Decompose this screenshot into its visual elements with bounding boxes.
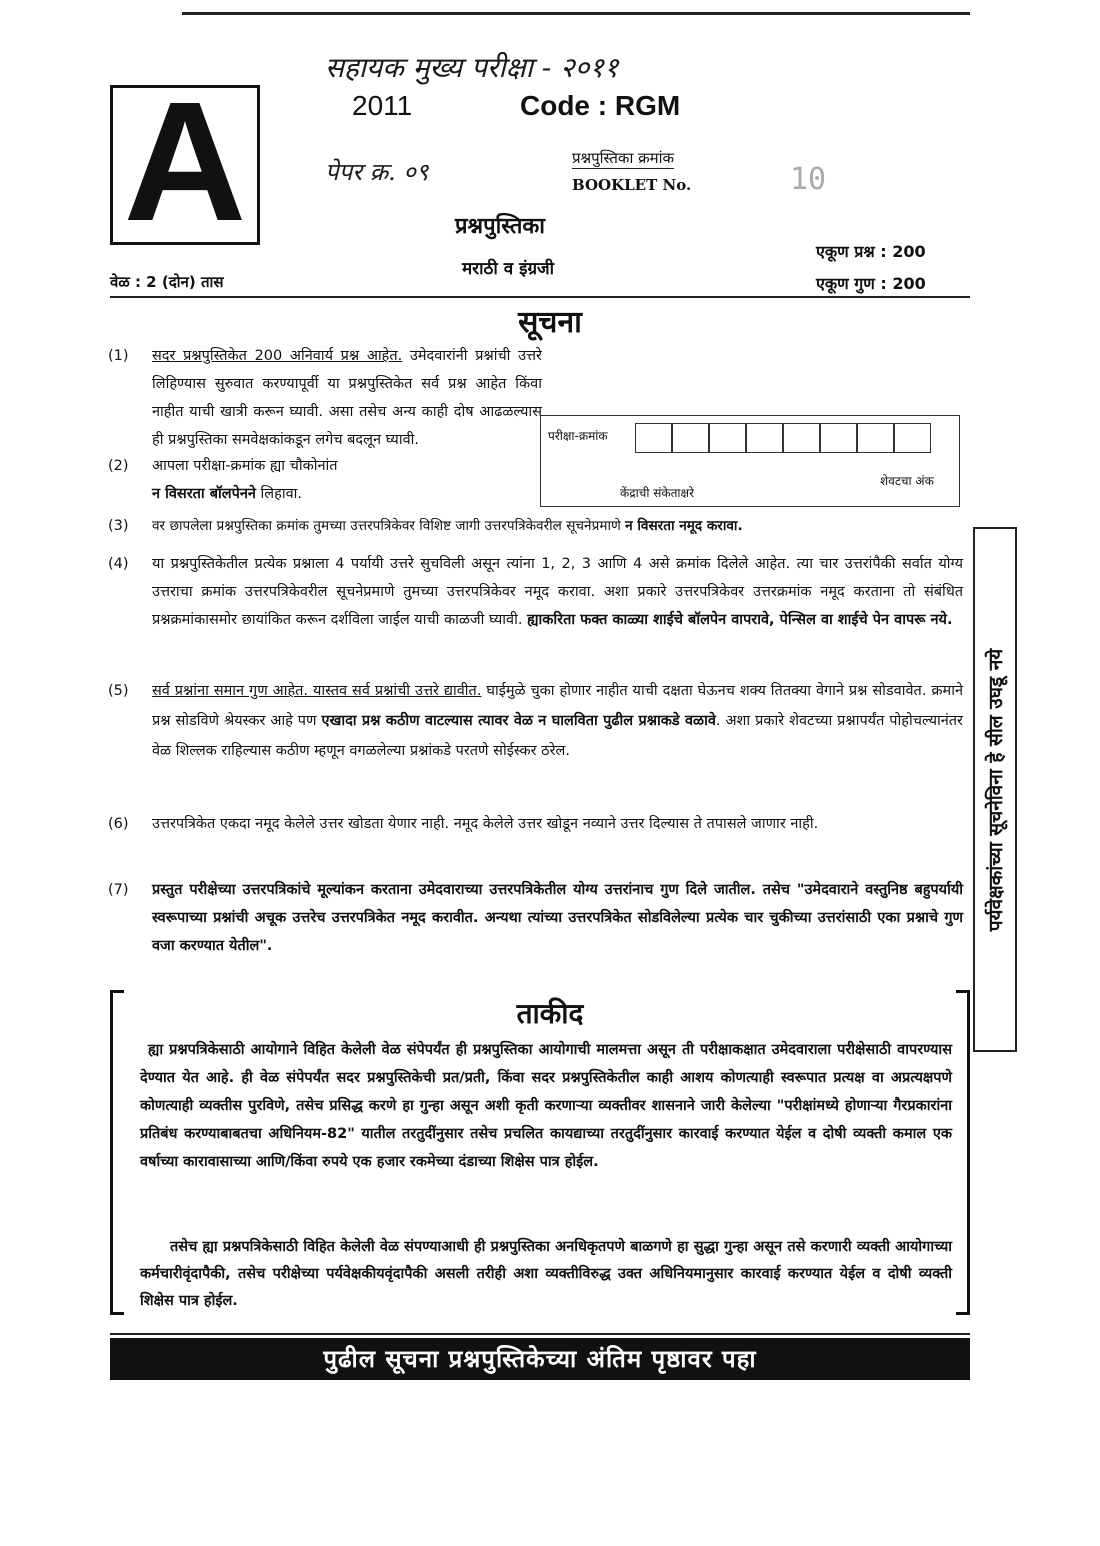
set-letter: A — [123, 67, 247, 257]
roll-cell[interactable] — [635, 423, 672, 453]
booklet-number: 10 — [790, 162, 827, 197]
item-text: उमेदवारांनी प्रश्नांची उत्तरे लिहिण्यास सुरुवात करण्यापूर्वी या प्रश्नपुस्तिकेत सर्व प्रश्न आहेत किंवा नाहीत याची खात्री करून घ्यावी. असा तसेच अन्य काही दोष आढळल्यास ही प्रश्नपुस्तिका समवेक्षकांकडून लगेच बदलून घ्यावी. — [152, 348, 542, 448]
item-bold: न विसरता नमूद करावा. — [625, 518, 743, 534]
item-number: (7) — [108, 882, 129, 898]
instruction-item-4 — [108, 550, 963, 634]
item-text: आपला परीक्षा-क्रमांक ह्या चौकोनांत — [152, 458, 338, 474]
roll-cell[interactable] — [857, 423, 894, 453]
warning-bracket-right — [956, 990, 970, 1315]
instruction-item-5 — [108, 676, 963, 766]
booklet-label-en: BOOKLET No. — [572, 176, 692, 194]
item-number: (6) — [108, 816, 129, 832]
instruction-item-6 — [108, 810, 963, 838]
seal-warning-strip — [973, 527, 1017, 1052]
footer-note: पुढील सूचना प्रश्नपुस्तिकेच्या अंतिम पृष्ठावर पहा — [110, 1338, 970, 1380]
handwritten-exam-title: सहायक मुख्य परीक्षा - २०११ — [325, 51, 619, 84]
item-tail: . अशा प्रकारे शेवटच्या प्रश्नापर्यंत पोहोचल्यानंतर वेळ शिल्लक राहिल्यास कठीण म्हणून वगळलेल्या प्रश्नांकडे परतणे सोईस्कर ठरेल. — [152, 713, 963, 759]
item-text: वर छापलेला प्रश्नपुस्तिका क्रमांक तुमच्या उत्तरपत्रिकेवर विशिष्ट जागी उत्तरपत्रिकेवरील सूचनेप्रमाणे — [152, 518, 626, 534]
item-number: (3) — [108, 518, 129, 534]
item-text: उत्तरपत्रिकेत एकदा नमूद केलेले उत्तर खोडता येणार नाही. नमूद केलेले उत्तर खोडून नव्याने उत्तर दिल्यास ते तपासले जाणार नाही. — [152, 816, 819, 832]
item-number: (2) — [108, 458, 129, 474]
item-bold: प्रस्तुत परीक्षेच्या उत्तरपत्रिकांचे मूल्यांकन करताना उमेदवाराच्या उत्तरपत्रिकेतील योग्य उत्तरांनाच गुण दिले जातील. तसेच "उमेदवाराने वस्तुनिष्ठ बहुपर्यायी स्वरूपाच्या प्रश्नांची अचूक उत्तरेच उत्तरपत्रिकेत नमूद करावीत. अन्यथा त्यांच्या उत्तरपत्रिकेत सोडविलेल्या प्रत्येक चार चुकीच्या उत्तरांसाठी एका प्रश्नाचे गुण वजा करण्यात येतील". — [152, 882, 963, 954]
total-marks: एकूण गुण : 200 — [816, 274, 926, 293]
header-divider — [110, 296, 970, 298]
total-questions: एकूण प्रश्न : 200 — [816, 242, 926, 261]
booklet-label-mr: प्रश्नपुस्तिका क्रमांक — [572, 149, 674, 167]
item-bold: ह्याकरिता फक्त काळ्या शाईचे बॉलपेन वापरावे, पेन्सिल वा शाईचे पेन वापरू नये. — [527, 612, 953, 628]
seal-warning-text: पर्यवेक्षकांच्या सूचनेविना हे सील उघडू नये — [985, 648, 1007, 931]
roll-cell[interactable] — [783, 423, 820, 453]
item-text: घाईमुळे चुका होणार नाहीत याची दक्षता घेऊनच शक्य तितक्या वेगाने प्रश्न सोडवावेत. क्रमाने प्रश्न सोडविणे श्रेयस्कर आहे पण — [152, 683, 963, 729]
handwritten-paper-no: पेपर क्र. ०९ — [325, 158, 429, 186]
item-number: (5) — [108, 683, 129, 699]
instructions-heading: सूचना — [518, 305, 582, 340]
roll-last-label: शेवटचा अंक — [880, 474, 934, 488]
roll-cell[interactable] — [672, 423, 709, 453]
warning-para-1: ह्या प्रश्नपत्रिकेसाठी आयोगाने विहित केलेली वेळ संपेपर्यंत ही प्रश्नपुस्तिका आयोगाची मालमत्ता असून ती परीक्षाकक्षात उमेदवाराला परीक्षेसाठी वापरण्यास देण्यात येत आहे. ही वेळ संपेपर्यंत सदर प्रश्नपुस्तिकेची प्रत/प्रती, किंवा सदर प्रश्नपुस्तिकेतील काही आशय कोणत्याही स्वरूपात प्रत्यक्ष वा अप्रत्यक्षपणे कोणत्याही व्यक्तीस पुरविणे, तसेच प्रसिद्ध करणे हा गुन्हा असून अशी कृती करणाऱ्या व्यक्तीवर शासनाने जारी केलेल्या "परीक्षांमध्ये होणाऱ्या गैरप्रकारांना प्रतिबंध करण्याबाबतचा अधिनियम-82" यातील तरतुदींनुसार तसेच प्रचलित कायद्याच्या तरतुदींनुसार कारवाई करण्यात येईल व दोषी व्यक्ती कमाल एक वर्षाच्या कारावासाच्या आणि/किंवा रुपये एक हजार रकमेच्या दंडाच्या शिक्षेस पात्र होईल. — [140, 1042, 952, 1170]
booklet-title: प्रश्नपुस्तिका — [455, 214, 545, 239]
item-bold: एखादा प्रश्न कठीण वाटल्यास त्यावर वेळ न घालविता पुढील प्रश्नाकडे वळावे — [321, 713, 716, 729]
roll-center-label: केंद्राची संकेताक्षरे — [620, 486, 695, 500]
roll-cell[interactable] — [709, 423, 746, 453]
roll-cell[interactable] — [894, 423, 931, 453]
item-lead: सर्व प्रश्नांना समान गुण आहेत. यास्तव सर्व प्रश्नांची उत्तरे द्यावीत. — [152, 683, 482, 699]
item-number: (4) — [108, 556, 129, 572]
item-text: या प्रश्नपुस्तिकेतील प्रत्येक प्रश्नाला 4 पर्यायी उत्तरे सुचविली असून त्यांना 1, 2, 3 आणि 4 असे क्रमांक दिलेले आहेत. त्या चार उत्तरांपैकी सर्वात योग्य उत्तराचा क्रमांक उत्तरपत्रिकेवरील सूचनेप्रमाणे तुमच्या उत्तरपत्रिकेवर नमूद करावा. अशा प्रकारे उत्तरपत्रिकेवर उत्तरक्रमांक नमूद करताना तो संबंधित प्रश्नक्रमांकासमोर छायांकित करून दर्शविला जाईल याची काळजी घ्यावी. — [152, 556, 963, 628]
item-number: (1) — [108, 348, 129, 364]
exam-year: 2011 — [352, 90, 413, 121]
instruction-item-7 — [108, 876, 963, 960]
booklet-languages: मराठी व इंग्रजी — [462, 259, 555, 279]
exam-code: Code : RGM — [520, 90, 681, 121]
roll-number-label: परीक्षा-क्रमांक — [548, 429, 608, 443]
roll-cell[interactable] — [820, 423, 857, 453]
instruction-item-3 — [108, 512, 970, 540]
exam-time: वेळ : 2 (दोन) तास — [110, 273, 224, 291]
footer-rule — [110, 1333, 970, 1335]
item-bold: न विसरता बॉलपेनने — [152, 486, 256, 502]
top-rule — [182, 12, 970, 15]
warning-heading: ताकीद — [516, 997, 584, 1030]
instruction-item-2 — [108, 452, 528, 508]
warning-para-2: तसेच ह्या प्रश्नपत्रिकेसाठी विहित केलेली वेळ संपण्याआधी ही प्रश्नपुस्तिका अनधिकृतपणे बाळगणे हा सुद्धा गुन्हा असून तसे करणारी व्यक्ती आयोगाच्या कर्मचारीवृंदापैकी, तसेच परीक्षेच्या पर्यवेक्षकीयवृंदापैकी असली तरीही अशा व्यक्तीविरुद्ध उक्त अधिनियमानुसार कारवाई करण्यात येईल व दोषी व्यक्ती शिक्षेस पात्र होईल. — [140, 1239, 952, 1309]
item-lead: सदर प्रश्नपुस्तिकेत 200 अनिवार्य प्रश्न आहेत. — [152, 348, 403, 364]
item-tail: लिहावा. — [255, 486, 302, 502]
warning-bracket-left — [110, 990, 124, 1315]
roll-cell[interactable] — [746, 423, 783, 453]
roll-number-cells[interactable] — [635, 423, 931, 453]
